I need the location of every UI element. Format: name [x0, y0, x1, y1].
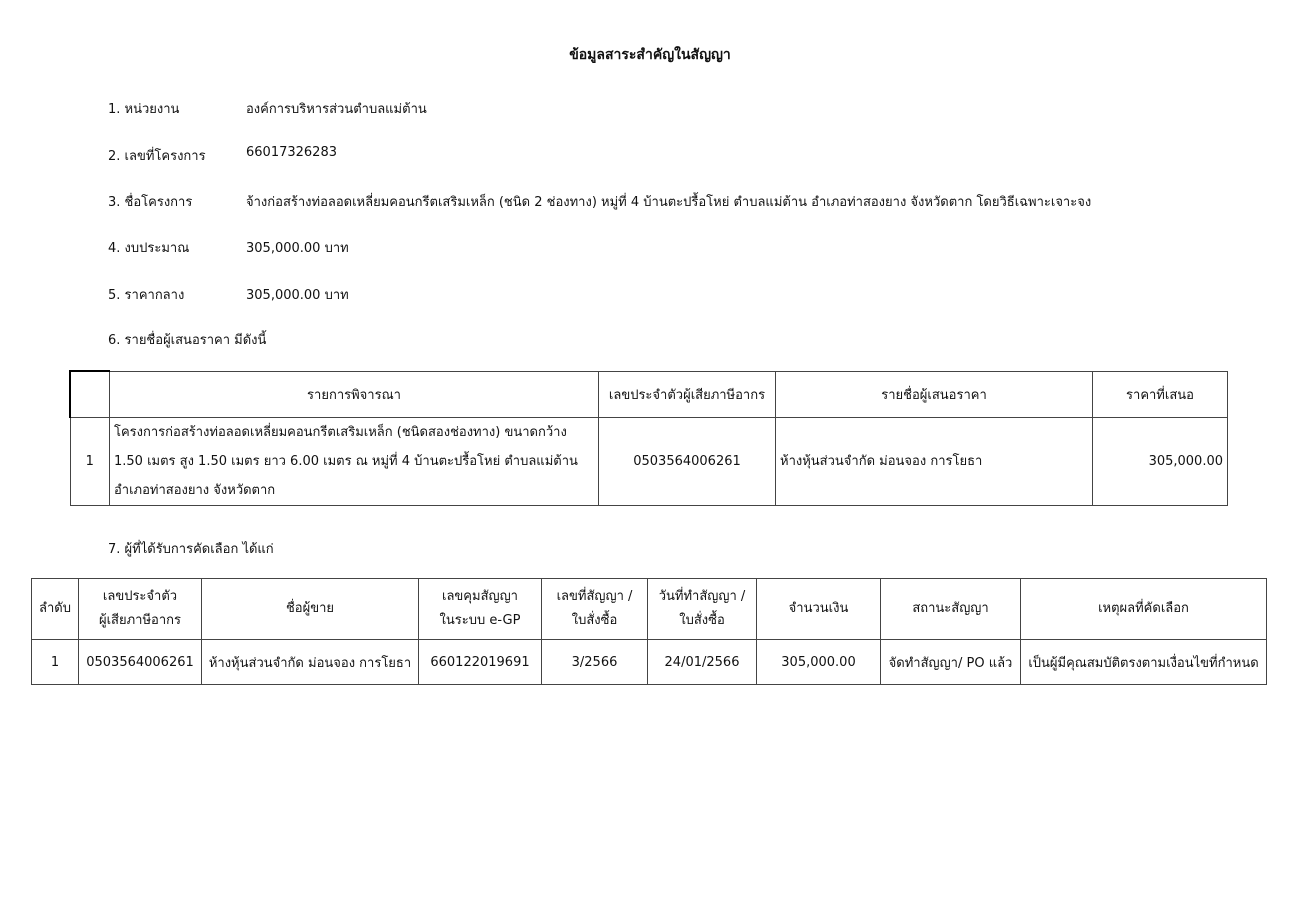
table-row — [70, 418, 1228, 506]
agency-label: 1. หน่วยงาน — [108, 102, 180, 117]
header-line: จำนวนเงิน — [788, 601, 849, 616]
bidders-heading: 6. รายชื่อผู้เสนอราคา มีดังนี้ — [108, 333, 267, 348]
selected-egp-no: 660122019691 — [419, 640, 542, 685]
bidders-table — [69, 370, 1228, 506]
budget-label: 4. งบประมาณ — [108, 241, 190, 256]
document-title: ข้อมูลสาระสำคัญในสัญญา — [569, 47, 731, 63]
selected-contract-date: 24/01/2566 — [648, 640, 757, 685]
bidder-no: 1 — [70, 418, 110, 506]
header-line: ในระบบ e-GP — [439, 613, 521, 628]
bidder-item-line: 1.50 เมตร สูง 1.50 เมตร ยาว 6.00 เมตร ณ หมู่ที่ 4 บ้านตะปรื้อโหย่ ตำบลแม่ต้าน — [114, 454, 578, 469]
bidder-item-line: อำเภอท่าสองยาง จังหวัดตาก — [114, 483, 276, 498]
bidders-table-header — [70, 371, 1228, 418]
selected-header-reason — [1021, 579, 1267, 640]
selected-tax-id: 0503564006261 — [79, 640, 202, 685]
header-line: ใบสั่งซื้อ — [571, 613, 618, 628]
bidders-header-no — [70, 371, 110, 418]
project-name-label: 3. ชื่อโครงการ — [108, 195, 193, 210]
selected-reason: เป็นผู้มีคุณสมบัติตรงตามเงื่อนไขที่กำหนด — [1021, 640, 1267, 685]
header-line: สถานะสัญญา — [912, 601, 989, 616]
header-line: เลขประจำตัว — [102, 589, 178, 604]
header-line: เหตุผลที่คัดเลือก — [1098, 601, 1189, 616]
bidder-item-line: โครงการก่อสร้างท่อลอดเหลี่ยมคอนกรีตเสริมเหล็ก (ชนิดสองช่องทาง) ขนาดกว้าง — [114, 425, 567, 440]
header-line: เลขที่สัญญา / — [556, 589, 633, 604]
selected-status: จัดทำสัญญา/ PO แล้ว — [881, 640, 1021, 685]
selected-header-contract-date — [648, 579, 757, 640]
bidders-header-bidder: รายชื่อผู้เสนอราคา — [776, 371, 1093, 418]
agency-value: องค์การบริหารส่วนตำบลแม่ต้าน — [246, 102, 427, 117]
selected-header-tax-id — [79, 579, 202, 640]
selected-header-no — [32, 579, 79, 640]
bidder-name: ห้างหุ้นส่วนจำกัด ม่อนจอง การโยธา — [776, 418, 1093, 506]
header-line: เลขคุมสัญญา — [442, 589, 518, 604]
budget-value: 305,000.00 บาท — [246, 241, 349, 256]
selected-no: 1 — [32, 640, 79, 685]
selected-table-header — [32, 579, 1267, 640]
bidder-tax-id: 0503564006261 — [599, 418, 776, 506]
header-line: ลำดับ — [39, 601, 71, 616]
selected-amount: 305,000.00 — [757, 640, 881, 685]
project-number-label: 2. เลขที่โครงการ — [108, 149, 206, 164]
selected-table — [31, 578, 1267, 685]
selected-header-egp — [419, 579, 542, 640]
header-line: ชื่อผู้ขาย — [285, 601, 335, 616]
selected-heading: 7. ผู้ที่ได้รับการคัดเลือก ได้แก่ — [108, 542, 274, 557]
selected-contract-no: 3/2566 — [542, 640, 648, 685]
header-line: ใบสั่งซื้อ — [679, 613, 725, 628]
selected-header-status — [881, 579, 1021, 640]
selected-header-amount — [757, 579, 881, 640]
selected-header-seller — [202, 579, 419, 640]
project-name-value: จ้างก่อสร้างท่อลอดเหลี่ยมคอนกรีตเสริมเหล็ก (ชนิด 2 ช่องทาง) หมู่ที่ 4 บ้านตะปรื้อโหย่ ตำบลแม่ต้าน อำเภอท่าสองยาง จังหวัดตาก โดยวิธีเฉพาะเจาะจง — [246, 195, 1092, 210]
median-price-label: 5. ราคากลาง — [108, 288, 185, 303]
header-line: วันที่ทำสัญญา / — [658, 589, 746, 604]
project-number-value: 66017326283 — [246, 145, 337, 160]
selected-header-contract-no — [542, 579, 648, 640]
bidder-price: 305,000.00 — [1093, 418, 1228, 506]
bidders-header-tax-id: เลขประจำตัวผู้เสียภาษีอากร — [599, 371, 776, 418]
bidders-header-item: รายการพิจารณา — [110, 371, 599, 418]
median-price-value: 305,000.00 บาท — [246, 288, 349, 303]
header-line: ผู้เสียภาษีอากร — [98, 613, 181, 628]
bidder-item — [110, 418, 599, 506]
selected-seller: ห้างหุ้นส่วนจำกัด ม่อนจอง การโยธา — [202, 640, 419, 685]
bidders-header-price: ราคาที่เสนอ — [1093, 371, 1228, 418]
table-row — [32, 640, 1267, 685]
